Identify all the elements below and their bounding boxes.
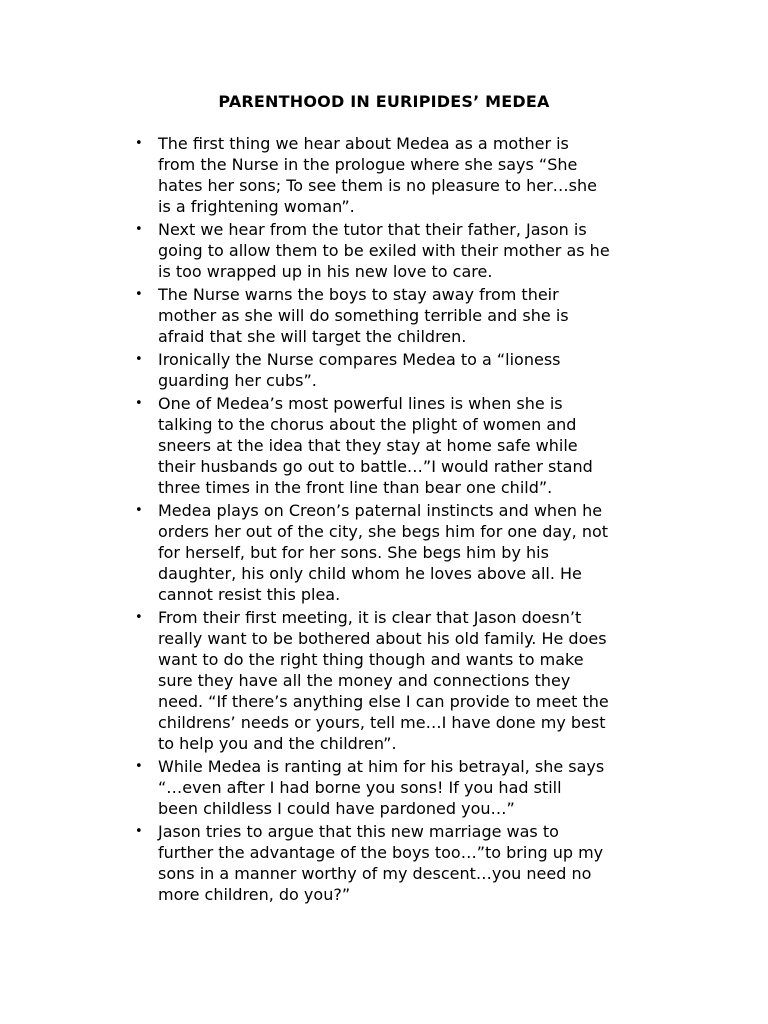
bullet-text-line: been childless I could have pardoned you…” <box>158 799 515 818</box>
bullet-text-line: One of Medea’s most powerful lines is when she is <box>158 394 563 413</box>
bullet-dot-icon: • <box>135 352 143 367</box>
bullet-item <box>135 393 658 498</box>
bullet-dot-icon: • <box>135 610 143 625</box>
bullet-dot-icon: • <box>135 222 143 237</box>
bullet-text-line: cannot resist this plea. <box>158 585 341 604</box>
bullet-item <box>135 219 658 282</box>
bullet-text-line: their husbands go out to battle…”I would rather stand <box>158 457 593 476</box>
bullet-text-line: more children, do you?” <box>158 885 351 904</box>
bullet-dot-icon: • <box>135 287 143 302</box>
bullet-text-line: three times in the front line than bear one child”. <box>158 478 553 497</box>
bullet-item <box>135 756 658 819</box>
bullet-text-line: orders her out of the city, she begs him for one day, not <box>158 522 609 541</box>
bullet-text-line: The Nurse warns the boys to stay away from their <box>158 285 559 304</box>
bullet-dot-icon: • <box>135 503 143 518</box>
bullet-text-line: guarding her cubs”. <box>158 371 317 390</box>
bullet-item <box>135 349 658 391</box>
bullet-item <box>135 284 658 347</box>
bullet-text-line: The first thing we hear about Medea as a mother is <box>158 134 569 153</box>
bullet-text-line: to help you and the children”. <box>158 734 397 753</box>
bullet-text-line: mother as she will do something terrible and she is <box>158 306 569 325</box>
bullet-text-line: sons in a manner worthy of my descent…you need no <box>158 864 592 883</box>
bullet-text-line: sneers at the idea that they stay at home safe while <box>158 436 578 455</box>
bullet-text-line: While Medea is ranting at him for his betrayal, she says <box>158 757 605 776</box>
bullet-text-line: is a frightening woman”. <box>158 197 355 216</box>
bullet-text-line: for herself, but for her sons. She begs him by his <box>158 543 549 562</box>
bullet-item <box>135 500 658 605</box>
bullet-text-line: is too wrapped up in his new love to care. <box>158 262 493 281</box>
bullet-item <box>135 821 658 905</box>
bullet-text-line: Medea plays on Creon’s paternal instincts and when he <box>158 501 603 520</box>
bullet-text-line: Jason tries to argue that this new marriage was to <box>158 822 559 841</box>
bullet-text-line: From their first meeting, it is clear that Jason doesn’t <box>158 608 582 627</box>
bullet-item <box>135 133 658 217</box>
bullet-text-line: afraid that she will target the children. <box>158 327 467 346</box>
bullet-text-line: “…even after I had borne you sons! If you had still <box>158 778 562 797</box>
bullet-item <box>135 607 658 754</box>
bullet-dot-icon: • <box>135 396 143 411</box>
bullet-dot-icon: • <box>135 824 143 839</box>
bullet-text-line: childrens’ needs or yours, tell me…I have done my best <box>158 713 606 732</box>
bullet-text-line: from the Nurse in the prologue where she says “She <box>158 155 578 174</box>
bullet-text-line: daughter, his only child whom he loves above all. He <box>158 564 582 583</box>
bullet-text-line: sure they have all the money and connections they <box>158 671 571 690</box>
bullet-text-line: Next we hear from the tutor that their father, Jason is <box>158 220 587 239</box>
bullet-text-line: need. “If there’s anything else I can provide to meet the <box>158 692 609 711</box>
document-title: PARENTHOOD IN EURIPIDES’ MEDEA <box>218 92 550 111</box>
bullet-text-line: want to do the right thing though and wants to make <box>158 650 584 669</box>
bullet-text-line: Ironically the Nurse compares Medea to a “lioness <box>158 350 561 369</box>
bullet-text-line: hates her sons; To see them is no pleasure to her…she <box>158 176 597 195</box>
bullet-text-line: talking to the chorus about the plight of women and <box>158 415 577 434</box>
bullet-text-line: really want to be bothered about his old family. He does <box>158 629 607 648</box>
bullet-list <box>135 133 658 907</box>
bullet-dot-icon: • <box>135 759 143 774</box>
bullet-dot-icon: • <box>135 136 143 151</box>
bullet-text-line: further the advantage of the boys too…”to bring up my <box>158 843 604 862</box>
bullet-text-line: going to allow them to be exiled with their mother as he <box>158 241 610 260</box>
